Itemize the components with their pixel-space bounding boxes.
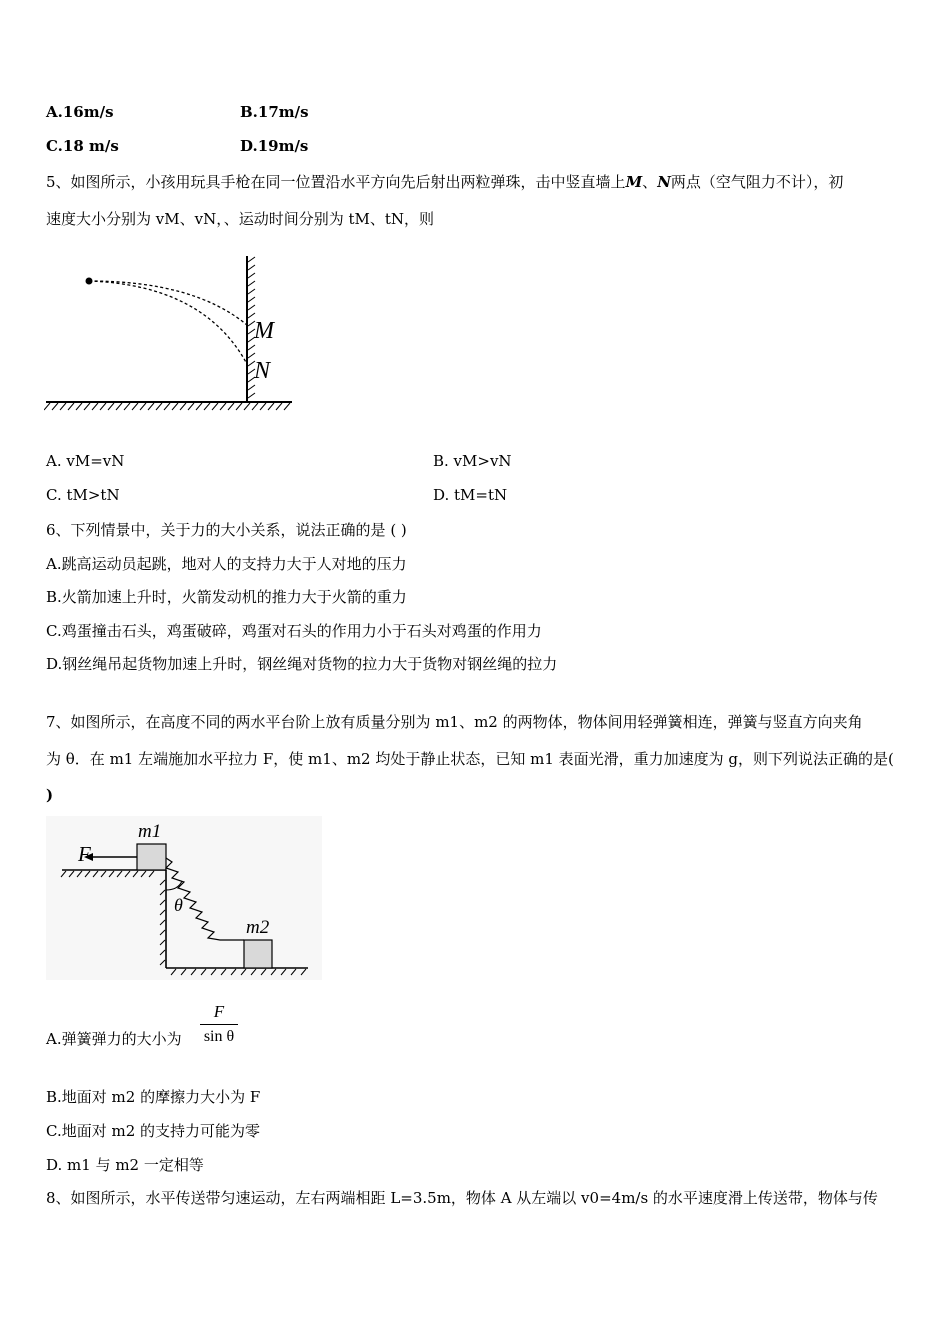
q4-option-c: C.18 m/s — [46, 137, 119, 155]
q7-fraction-bar — [200, 1024, 238, 1025]
q7-stem-line2: 为 θ．在 m1 左端施加水平拉力 F，使 m1、m2 均处于静止状态，已知 m1 表面光滑，重力加速度为 g，则下列说法正确的是( — [46, 750, 894, 768]
q7-option-b: B.地面对 m2 的摩擦力大小为 F — [46, 1088, 261, 1106]
q6-option-b: B.火箭加速上升时，火箭发动机的推力大于火箭的重力 — [46, 588, 407, 606]
q7-stem-line3: ) — [46, 786, 54, 804]
q5-stem-line2: 速度大小分别为 vM、vN，、运动时间分别为 tM、tN，则 — [46, 210, 435, 228]
q5-stem-line1: 5、如图所示，小孩用玩具手枪在同一位置沿水平方向先后射出两粒弹珠，击中竖直墙上M、N两点（空气阻力不计），初 — [46, 173, 844, 191]
q6-option-a: A.跳高运动员起跳，地对人的支持力大于人对地的压力 — [46, 555, 407, 573]
q7-label-theta: θ — [174, 895, 183, 915]
q7-label-m2: m2 — [246, 917, 270, 938]
q5-label-m: M — [254, 318, 274, 344]
q5-figure — [44, 252, 296, 412]
q5-label-n: N — [254, 358, 271, 384]
q8-stem-line1: 8、如图所示，水平传送带匀速运动，左右两端相距 L=3.5m，物体 A 从左端以 v0=4m/s 的水平速度滑上传送带，物体与传 — [46, 1189, 878, 1207]
q7-fraction-numerator: F — [213, 1002, 225, 1021]
q5-option-a: A. vM=vN — [46, 452, 125, 470]
q7-stem-line1: 7、如图所示，在高度不同的两水平台阶上放有质量分别为 m1、m2 的两物体，物体间用轻弹簧相连，弹簧与竖直方向夹角 — [46, 713, 863, 731]
q7-figure — [46, 816, 322, 980]
q7-option-c: C.地面对 m2 的支持力可能为零 — [46, 1122, 261, 1140]
q4-option-b: B.17m/s — [240, 103, 309, 121]
q4-option-a: A.16m/s — [46, 103, 114, 121]
q6-option-c: C.鸡蛋撞击石头，鸡蛋破碎，鸡蛋对石头的作用力小于石头对鸡蛋的作用力 — [46, 622, 542, 640]
q5-option-b: B. vM>vN — [433, 452, 512, 470]
q4-option-d: D.19m/s — [240, 137, 309, 155]
q5-option-d: D. tM=tN — [433, 486, 508, 504]
q6-option-d: D.钢丝绳吊起货物加速上升时，钢丝绳对货物的拉力大于货物对钢丝绳的拉力 — [46, 655, 558, 673]
q5-option-c: C. tM>tN — [46, 486, 120, 504]
q6-stem: 6、下列情景中，关于力的大小关系，说法正确的是 ( ) — [46, 521, 407, 539]
q7-label-f: F — [78, 842, 91, 866]
q7-fraction-denominator: sin θ — [203, 1028, 235, 1045]
q7-label-m1: m1 — [138, 821, 162, 842]
q7-option-d: D. m1 与 m2 一定相等 — [46, 1156, 204, 1174]
q7-option-a: A.弹簧弹力的大小为 — [46, 1030, 182, 1048]
